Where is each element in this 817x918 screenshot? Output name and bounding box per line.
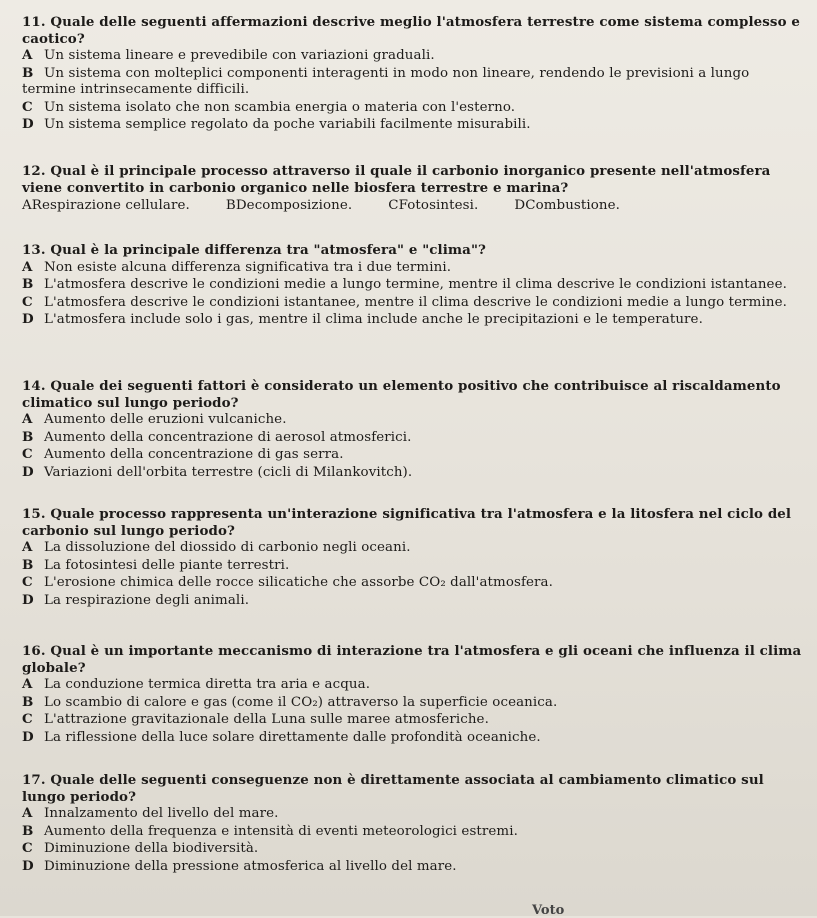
option-text: Innalzamento del livello del mare. xyxy=(44,806,279,821)
question-stem: 15. Quale processo rappresenta un'interazione significativa tra l'atmosfera e la litosfera nel ciclo del carbonio sul lungo periodo? xyxy=(22,506,792,539)
option-text: L'atmosfera descrive le condizioni istantanee, mentre il clima descrive le condizioni medie a lungo termine. xyxy=(44,294,787,310)
option-letter: C xyxy=(22,840,33,856)
option-b xyxy=(22,823,803,841)
option-text: Non esiste alcuna differenza significativa tra i due termini. xyxy=(44,259,452,275)
option-a xyxy=(22,539,803,557)
option-letter: B xyxy=(22,822,34,839)
option-text: Aumento della concentrazione di aerosol atmosferici. xyxy=(44,429,412,445)
option-c xyxy=(22,711,803,729)
option-text: Aumento della concentrazione di gas serra. xyxy=(44,447,344,462)
option-letter: C xyxy=(22,293,33,310)
option-b xyxy=(22,694,803,712)
option-a xyxy=(22,805,803,823)
option-letter: D xyxy=(22,857,34,874)
option-c xyxy=(22,99,803,117)
option-b xyxy=(226,198,352,215)
question-stem: 12. Qual è il principale processo attraverso il quale il carbonio inorganico presente nell'atmosfera viene convertito in carbonio organico nelle biosfera terrestre e marina? xyxy=(22,163,771,196)
option-text: L'erosione chimica delle rocce silicatiche che assorbe CO₂ dall'atmosfera. xyxy=(44,575,553,590)
option-text: L'attrazione gravitazionale della Luna sulle maree atmosferiche. xyxy=(44,712,489,727)
option-letter: B xyxy=(22,693,34,710)
option-c xyxy=(22,294,803,312)
option-d xyxy=(22,729,803,747)
option-text: La conduzione termica diretta tra aria e acqua. xyxy=(44,677,371,692)
option-c xyxy=(22,840,803,858)
question-13 xyxy=(22,242,803,329)
question-12 xyxy=(22,163,803,215)
option-a xyxy=(22,47,803,65)
option-letter: C xyxy=(22,446,33,462)
option-c xyxy=(22,446,803,464)
option-text: Diminuzione della biodiversità. xyxy=(44,841,259,856)
option-letter: A xyxy=(22,805,33,821)
option-letter: B xyxy=(22,428,34,445)
option-text: Fotosintesi. xyxy=(398,198,479,213)
option-text: L'atmosfera descrive le condizioni medie a lungo termine, mentre il clima descrive le condizioni istantanee. xyxy=(44,277,787,292)
option-letter: D xyxy=(22,728,34,745)
option-c xyxy=(22,574,803,592)
option-d xyxy=(514,198,620,215)
option-text: Variazioni dell'orbita terrestre (cicli di Milankovitch). xyxy=(44,464,413,480)
option-d xyxy=(22,858,803,876)
option-text: Un sistema semplice regolato da poche variabili facilmente misurabili. xyxy=(44,117,531,132)
option-letter: A xyxy=(22,258,33,275)
question-16 xyxy=(22,643,803,746)
option-b xyxy=(22,557,803,575)
option-text: Lo scambio di calore e gas (come il CO₂) attraverso la superficie oceanica. xyxy=(44,694,558,710)
option-letter: B xyxy=(22,64,34,81)
option-letter: C xyxy=(22,98,33,115)
question-stem: 11. Quale delle seguenti affermazioni descrive meglio l'atmosfera terrestre come sistema complesso e caotico? xyxy=(22,14,800,47)
option-d xyxy=(22,116,803,134)
options-row xyxy=(22,198,803,215)
question-stem: 14. Quale dei seguenti fattori è considerato un elemento positivo che contribuisce al riscaldamento climatico sul lungo periodo? xyxy=(22,378,781,411)
option-text: L'atmosfera include solo i gas, mentre il clima include anche le precipitazioni e le temperature. xyxy=(44,312,703,327)
option-text: Decomposizione. xyxy=(235,198,353,213)
option-letter: B xyxy=(225,198,236,213)
option-text: Un sistema isolato che non scambia energia o materia con l'esterno. xyxy=(44,99,516,115)
option-text: Respirazione cellulare. xyxy=(31,198,190,213)
question-11 xyxy=(22,14,803,134)
option-letter: C xyxy=(22,574,33,590)
option-letter: D xyxy=(22,591,34,608)
question-stem: 13. Qual è la principale differenza tra "atmosfera" e "clima"? xyxy=(22,242,486,258)
question-stem: 17. Quale delle seguenti conseguenze non è direttamente associata al cambiamento climatico sul lungo periodo? xyxy=(22,772,764,805)
option-text: La respirazione degli animali. xyxy=(44,592,250,608)
option-letter: A xyxy=(22,198,32,213)
option-text: La riflessione della luce solare direttamente dalle profondità oceaniche. xyxy=(44,729,541,745)
option-b xyxy=(22,429,803,447)
question-15 xyxy=(22,506,803,609)
option-a xyxy=(22,411,803,429)
question-17 xyxy=(22,772,803,875)
option-letter: A xyxy=(22,676,33,692)
option-letter: B xyxy=(22,556,34,573)
option-text: Aumento della frequenza e intensità di eventi meteorologici estremi. xyxy=(44,823,518,839)
option-letter: A xyxy=(22,539,33,555)
question-14 xyxy=(22,378,803,481)
option-letter: C xyxy=(22,711,33,727)
option-letter: D xyxy=(22,311,34,327)
option-a xyxy=(22,259,803,277)
option-d xyxy=(22,464,803,482)
option-text: Diminuzione della pressione atmosferica al livello del mare. xyxy=(44,858,457,874)
option-letter: A xyxy=(22,47,33,63)
option-letter: D xyxy=(22,116,34,132)
question-stem: 16. Qual è un importante meccanismo di interazione tra l'atmosfera e gli oceani che influenza il clima globale? xyxy=(22,643,802,676)
option-letter: D xyxy=(22,463,34,480)
option-text: Aumento delle eruzioni vulcaniche. xyxy=(44,412,287,427)
option-b xyxy=(22,65,803,99)
option-d xyxy=(22,311,803,329)
option-b xyxy=(22,276,803,294)
option-letter: C xyxy=(388,198,399,213)
option-a xyxy=(22,198,190,215)
option-letter: B xyxy=(22,276,34,292)
option-a xyxy=(22,676,803,694)
option-d xyxy=(22,592,803,610)
option-text: Un sistema con molteplici componenti interagenti in modo non lineare, rendendo le previsioni a lungo termine intrinsecamente difficili. xyxy=(22,65,750,97)
option-letter: D xyxy=(514,198,526,213)
option-text: Combustione. xyxy=(525,198,621,213)
option-c xyxy=(388,198,478,215)
grade-label: Voto xyxy=(532,903,565,918)
option-letter: A xyxy=(22,411,33,427)
option-text: La dissoluzione del diossido di carbonio negli oceani. xyxy=(44,540,411,555)
option-text: Un sistema lineare e prevedibile con variazioni graduali. xyxy=(44,48,435,63)
option-text: La fotosintesi delle piante terrestri. xyxy=(44,557,290,573)
